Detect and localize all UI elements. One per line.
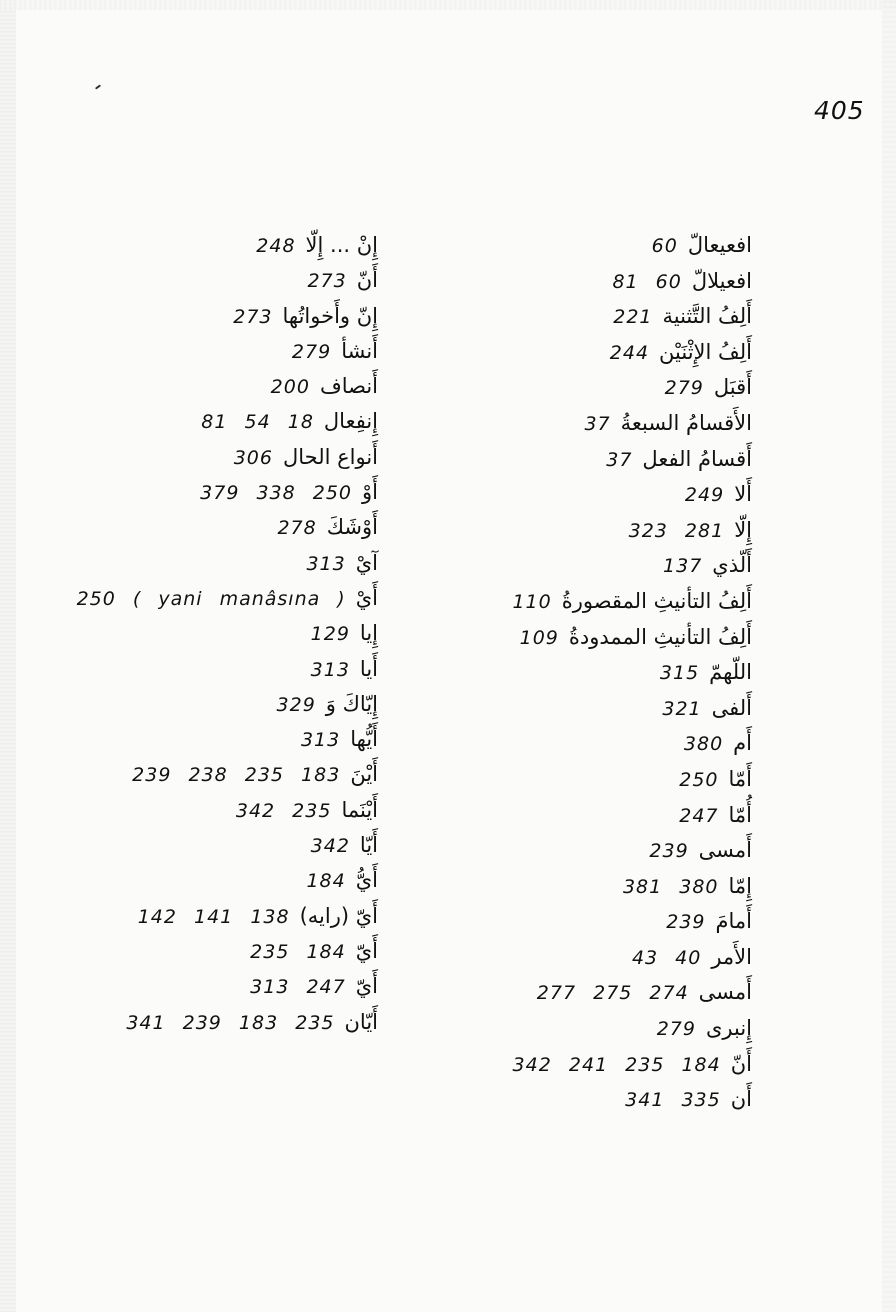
index-entry [64,334,378,369]
entry-term: أَلِفُ التأنيثِ الممدودةُ [568,624,752,649]
index-entry [470,798,752,834]
index-entry [64,969,378,1004]
entry-page-refs: 321 [662,697,702,720]
index-entry [64,1005,378,1040]
entry-term: اللّهمّ [709,660,752,685]
entry-term: أَقبَل [713,375,752,400]
entry-term: آيْ [355,550,378,575]
index-entry [64,828,378,863]
index-entry [470,228,752,264]
index-entry [64,475,378,510]
entry-page-refs: 341 239 183 235 [126,1011,335,1034]
entry-page-refs: 313 [300,729,341,752]
entry-page-refs: 37 [606,448,633,471]
entry-page-refs: 247 [679,804,719,827]
entry-page-refs: 306 [233,446,273,469]
index-entry [64,687,378,722]
entry-term: الأَمر [711,944,752,969]
entry-term: أَلفى [711,695,752,720]
entry-term: الأَقسامُ السبعةُ [620,410,752,435]
index-entry [470,442,752,478]
entry-page-refs: 142 141 138 [137,905,290,928]
entry-page-refs: 200 [270,376,310,399]
entry-page-refs: 342 241 235 184 [512,1053,721,1076]
index-entry [64,934,378,969]
scan-edge-top [0,0,896,10]
scan-edge-left [0,0,16,1312]
entry-page-refs: 239 238 235 183 [132,764,341,787]
entry-term: أَيا [359,656,378,681]
index-entry [64,263,378,298]
index-entry [64,722,378,757]
index-entry [470,975,752,1011]
index-entry [64,793,378,828]
entry-page-refs: 313 247 [250,976,346,999]
entry-term: أَمسى [698,980,752,1005]
entry-term: إِنفِعال [323,409,378,434]
index-entry [64,299,378,334]
index-entry [64,616,378,651]
index-entry [470,904,752,940]
entry-page-refs: 235 184 [250,940,346,963]
entry-term: أَوْشَكَ [326,515,378,540]
index-entry [470,335,752,371]
entry-page-refs: 273 [307,270,347,293]
index-entry [470,940,752,976]
index-entry [64,899,378,934]
entry-term: أَيُّ [355,868,378,893]
entry-term: أَيْنَ [350,762,378,787]
entry-term: إِنّ وأَخواتُها [282,303,378,328]
entry-page-refs: 81 60 [612,270,682,293]
entry-term: أَيُّها [350,727,378,752]
index-entry [64,404,378,439]
index-entry [470,264,752,300]
index-entry [470,548,752,584]
index-entry [64,757,378,792]
entry-page-refs: 313 [306,552,346,575]
entry-term: أَيّان [344,1009,378,1034]
entry-term: إِنبرى [705,1016,752,1041]
index-entry [470,833,752,869]
index-entry [470,406,752,442]
entry-page-refs: 381 380 [622,875,719,898]
index-entry [470,513,752,549]
entry-page-refs: 250 ( yani manâsına ) [76,587,346,610]
index-entry [470,370,752,406]
entry-page-refs: 129 [310,623,350,646]
entry-page-refs: 43 40 [631,946,702,969]
entry-page-refs: 380 [683,733,724,756]
entry-term: أَيْ [355,585,378,610]
entry-term: أَمّا [728,766,752,791]
index-entry [64,546,378,581]
entry-term: أَلِفُ التأنيثِ المقصورةُ [561,588,752,613]
entry-term: أَنصاف [319,374,378,399]
entry-page-refs: 137 [663,555,703,578]
index-entry [470,477,752,513]
index-entry [64,510,378,545]
index-entry [64,440,378,475]
index-entry [470,726,752,762]
index-entry [470,620,752,656]
entry-page-refs: 249 [684,484,725,507]
entry-term: أَنواع الحال [282,444,378,469]
scan-edge-right [882,0,896,1312]
entry-term: أَن [730,1087,752,1112]
entry-term: أَيّا [359,833,378,858]
entry-term: أَقسامُ الفعل [642,446,752,471]
entry-page-refs: 184 [306,870,346,893]
entry-page-refs: 109 [519,626,559,649]
entry-page-refs: 279 [291,340,332,363]
entry-term: أُمّا [728,802,752,827]
entry-term: أَنشأ [341,338,378,363]
entry-page-refs: 248 [256,235,296,257]
page-number: 405 [814,96,865,125]
entry-term: أَمامَ [715,909,752,934]
entry-page-refs: 278 [277,517,317,540]
index-entry [470,655,752,691]
entry-page-refs: 244 [609,341,650,364]
index-entry [470,1047,752,1083]
entry-page-refs: 279 [656,1018,696,1041]
entry-page-refs: 313 [310,658,350,681]
entry-page-refs: 81 54 18 [201,411,314,434]
entry-term: أَم [733,731,752,756]
index-entry [470,1011,752,1047]
entry-term: أَلِفُ الإِثْنَيْن [659,339,752,364]
index-entry [64,652,378,687]
index-column-right [470,228,752,1118]
entry-page-refs: 110 [512,590,552,613]
index-entry [64,369,378,404]
entry-term: افعيلالّ [691,268,752,293]
entry-page-refs: 329 [276,693,316,716]
entry-term: إِيا [359,621,378,646]
index-entry [470,691,752,727]
entry-page-refs: 37 [584,412,611,435]
index-column-left [64,228,378,1040]
entry-page-refs: 60 [651,235,678,257]
entry-page-refs: 379 338 250 [200,482,353,505]
entry-term: أَلِفُ التَّثنية [662,304,752,329]
index-entry [470,299,752,335]
entry-page-refs: 315 [659,662,700,685]
entry-term: أَيّ [355,938,378,963]
entry-term: إِمّا [728,873,752,898]
index-entry [64,581,378,616]
entry-page-refs: 342 235 [235,799,332,822]
entry-term: أَوْ [362,480,378,505]
entry-term: إِلّا [734,517,752,542]
entry-page-refs: 239 [649,840,689,863]
entry-page-refs: 323 281 [628,519,725,542]
index-entry [470,1082,752,1118]
entry-page-refs: 342 [310,835,350,858]
entry-term: أَيّ [355,974,378,999]
entry-page-refs: 239 [666,911,706,934]
entry-page-refs: 341 335 [625,1089,721,1112]
entry-page-refs: 277 275 274 [536,982,689,1005]
index-entry [470,869,752,905]
entry-term: أَنّ [356,268,378,293]
entry-term: إِيّاكَ وَ [325,691,378,716]
index-entry [470,762,752,798]
entry-term: أَلا [734,482,752,507]
entry-term: أَيّ (رايه) [299,903,378,928]
index-entry [470,584,752,620]
index-entry [64,228,378,263]
index-entry [64,863,378,898]
entry-term: أَنّ [730,1051,752,1076]
entry-term: أَيْنَما [341,797,378,822]
entry-page-refs: 250 [679,768,719,791]
entry-term: افعيعالّ [687,233,752,257]
entry-term: أَمسى [698,838,752,863]
entry-term: أَلّذي [712,553,752,578]
entry-page-refs: 279 [664,377,704,400]
entry-term: إِنْ ... إِلّا [305,233,378,257]
ink-speck [95,84,101,89]
entry-page-refs: 273 [233,305,273,328]
entry-page-refs: 221 [613,306,653,329]
